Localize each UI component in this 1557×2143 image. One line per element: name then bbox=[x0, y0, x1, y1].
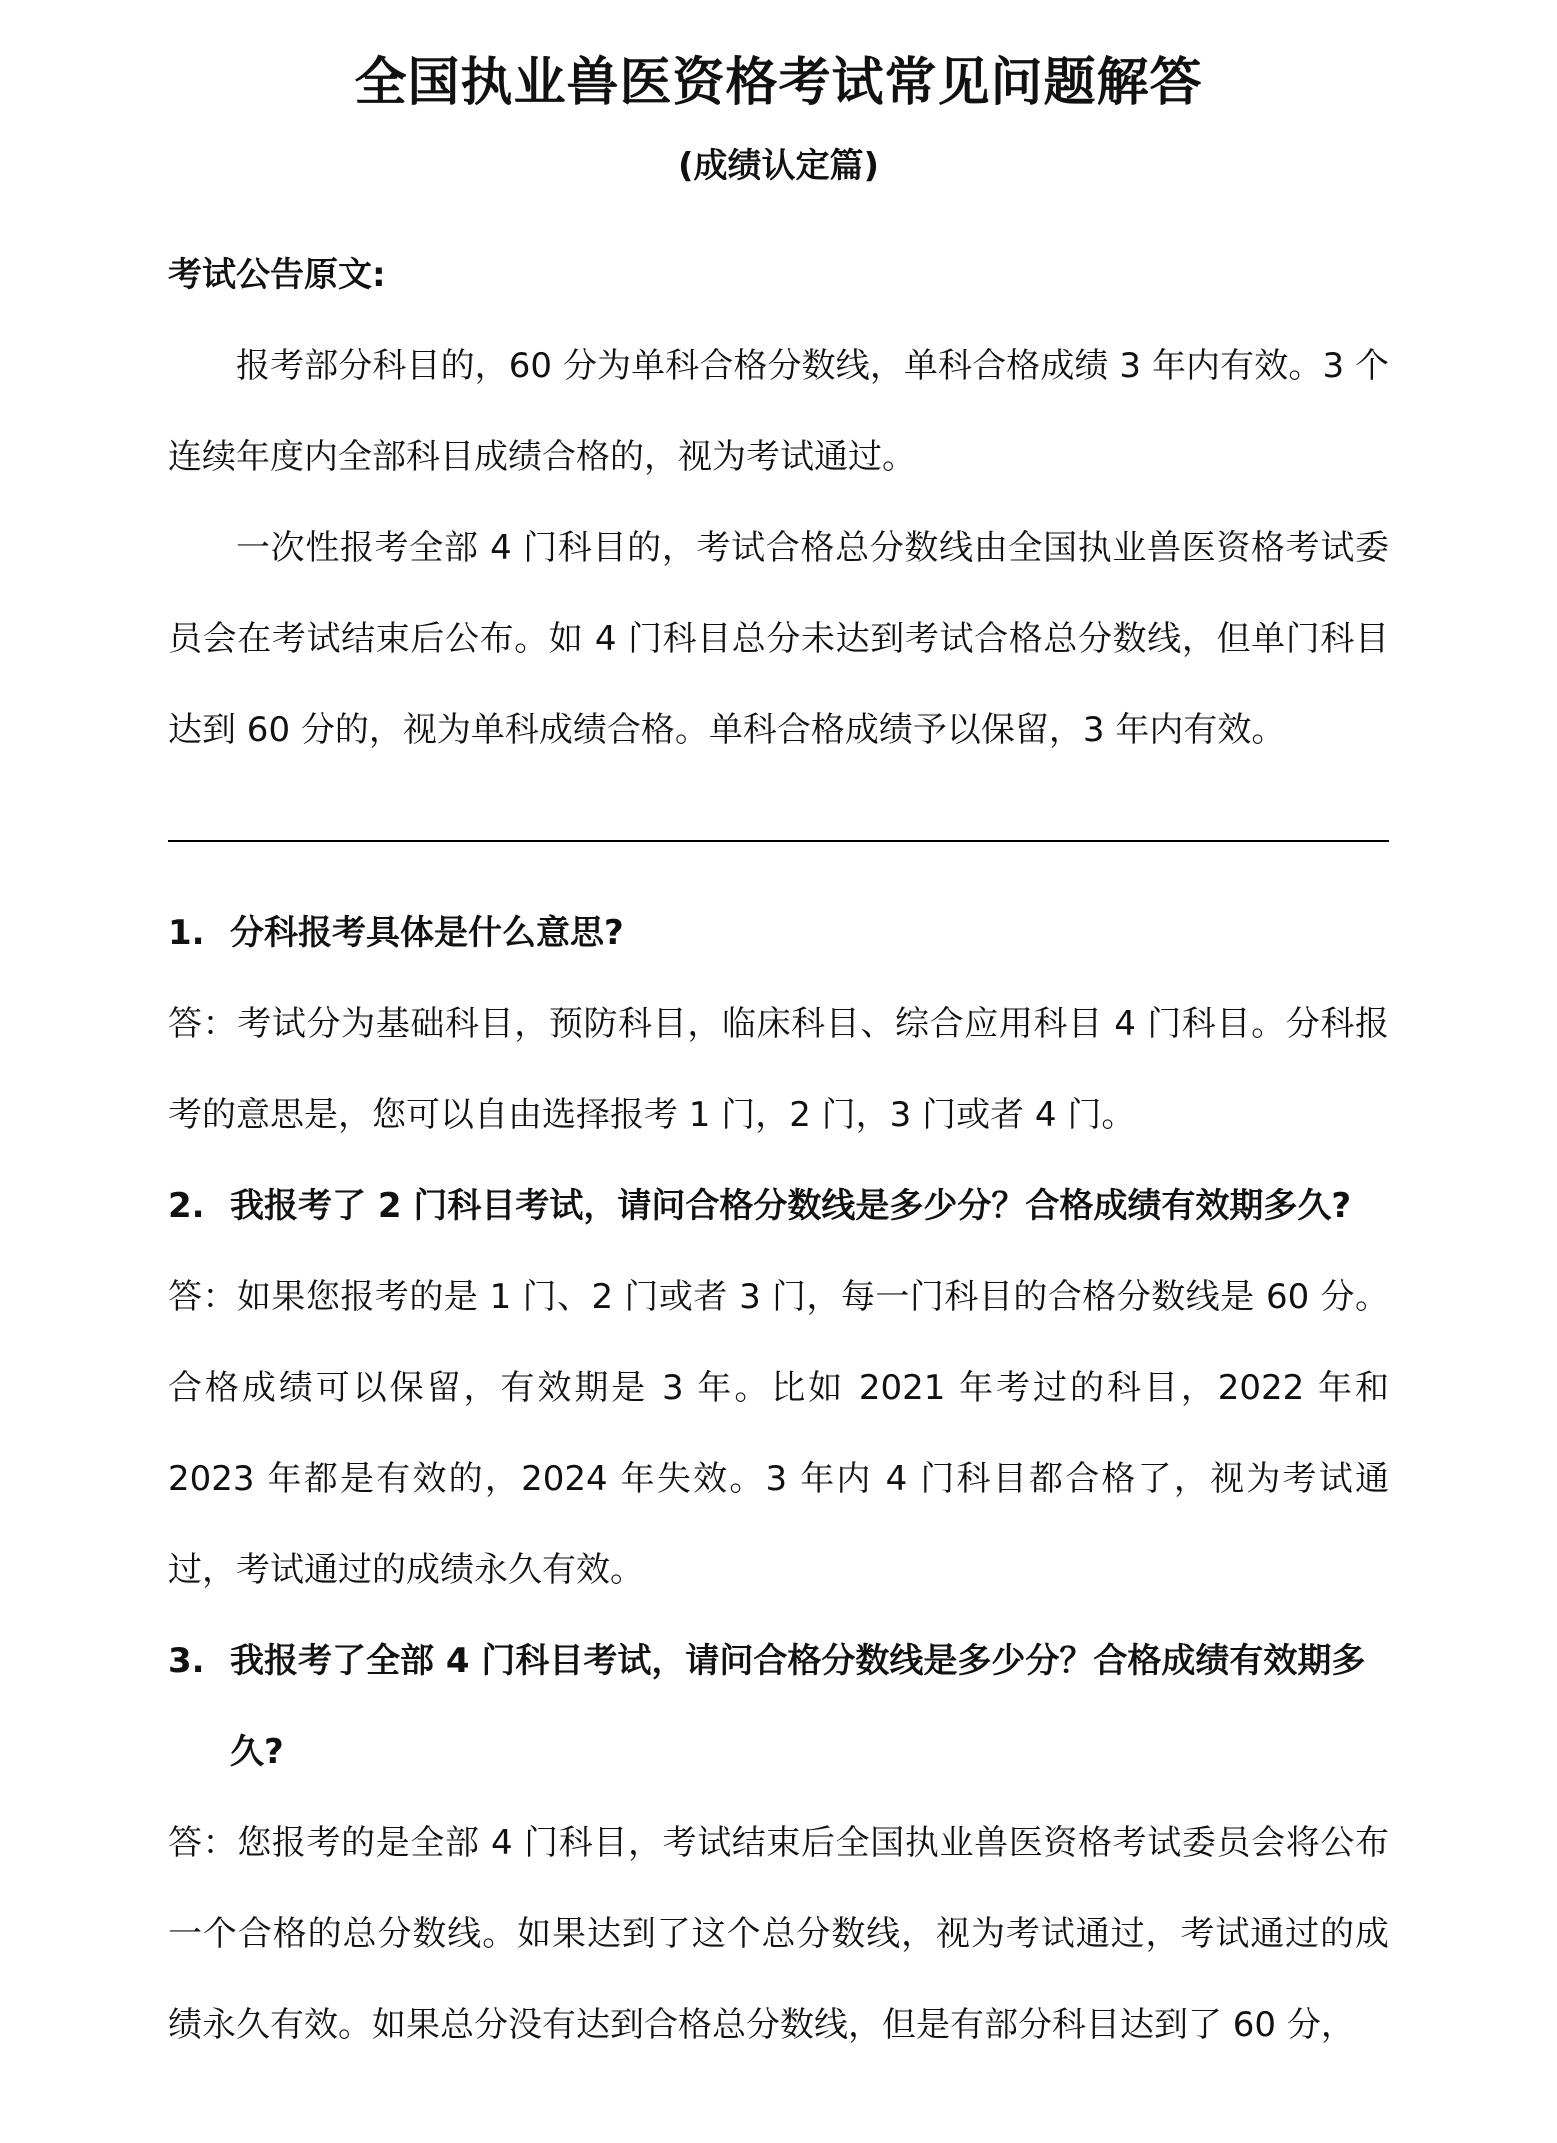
faq-answer: 答：考试分为基础科目，预防科目，临床科目、综合应用科目 4 门科目。分科报考的意思是，您可以自由选择报考 1 门，2 门，3 门或者 4 门。 bbox=[168, 1004, 1389, 1135]
question-text: 我报考了 2 门科目考试，请问合格分数线是多少分？合格成绩有效期多久? bbox=[230, 1186, 1352, 1226]
question-number: 2. bbox=[168, 1186, 205, 1226]
faq-question bbox=[168, 1616, 1389, 1798]
faq-question bbox=[168, 888, 1389, 979]
notice-paragraph: 一次性报考全部 4 门科目的，考试合格总分数线由全国执业兽医资格考试委员会在考试结束后公布。如 4 门科目总分未达到考试合格总分数线，但单门科目达到 60 分的，视为单科成绩合格。单科合格成绩予以保留，3 年内有效。 bbox=[168, 528, 1389, 750]
notice-paragraph: 报考部分科目的，60 分为单科合格分数线，单科合格成绩 3 年内有效。3 个连续年度内全部科目成绩合格的，视为考试通过。 bbox=[168, 346, 1389, 477]
question-text: 分科报考具体是什么意思? bbox=[230, 913, 624, 953]
question-text: 我报考了全部 4 门科目考试，请问合格分数线是多少分？合格成绩有效期多久? bbox=[230, 1641, 1366, 1772]
notice-label: 考试公告原文: bbox=[168, 255, 386, 295]
faq-answer: 答：您报考的是全部 4 门科目，考试结束后全国执业兽医资格考试委员会将公布一个合格的总分数线。如果达到了这个总分数线，视为考试通过，考试通过的成绩永久有效。如果总分没有达到合格总分数线，但是有部分科目达到了 60 分， bbox=[168, 1823, 1389, 2045]
faq-answer: 答：如果您报考的是 1 门、2 门或者 3 门，每一门科目的合格分数线是 60 分。合格成绩可以保留，有效期是 3 年。比如 2021 年考过的科目，2022 年和 2023 年都是有效的，2024 年失效。3 年内 4 门科目都合格了，视为考试通过，考试通过的成绩永久有效。 bbox=[168, 1277, 1389, 1590]
document-body bbox=[168, 230, 1389, 2071]
faq-question bbox=[168, 1161, 1389, 1252]
page-subtitle: (成绩认定篇) bbox=[677, 146, 880, 186]
question-number: 3. bbox=[168, 1641, 205, 1681]
section-divider bbox=[168, 840, 1389, 842]
question-number: 1. bbox=[168, 913, 205, 953]
page-title: 全国执业兽医资格考试常见问题解答 bbox=[354, 53, 1203, 113]
